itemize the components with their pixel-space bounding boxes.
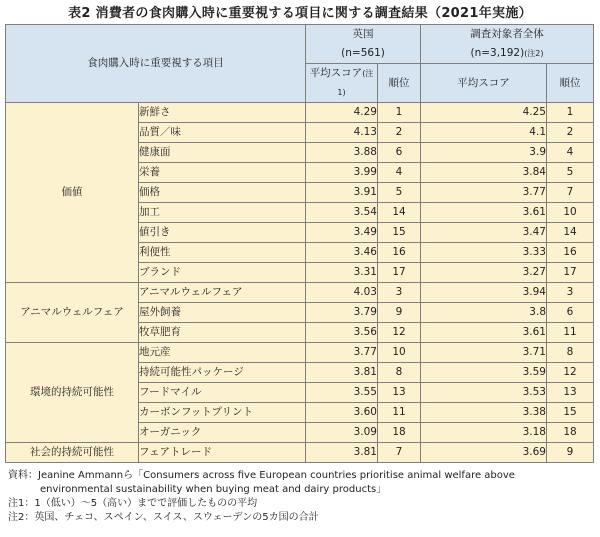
uk-rank-header: 順位 (378, 64, 421, 103)
uk-score-cell: 3.09 (306, 423, 378, 443)
uk-rank-cell: 6 (378, 143, 421, 163)
uk-rank-cell: 10 (378, 343, 421, 363)
uk-score-cell: 3.60 (306, 403, 378, 423)
all-rank-cell: 2 (547, 123, 594, 143)
uk-score-cell: 3.81 (306, 363, 378, 383)
all-rank-cell: 1 (547, 103, 594, 123)
all-score-cell: 3.33 (421, 243, 547, 263)
item-cell: アニマルウェルフェア (139, 283, 306, 303)
all-rank-cell: 4 (547, 143, 594, 163)
item-cell: ブランド (139, 263, 306, 283)
uk-score-cell: 3.31 (306, 263, 378, 283)
all-rank-cell: 11 (547, 323, 594, 343)
item-cell: 利便性 (139, 243, 306, 263)
uk-rank-cell: 11 (378, 403, 421, 423)
table-row (6, 343, 594, 363)
all-column-header (421, 25, 594, 64)
all-rank-cell: 18 (547, 423, 594, 443)
uk-rank-cell: 5 (378, 183, 421, 203)
notes (8, 469, 598, 525)
all-rank-cell: 8 (547, 343, 594, 363)
item-cell: フェアトレード (139, 443, 306, 463)
note-2: 注2：英国、チェコ、スペイン、スイス、スウェーデンの5カ国の合計 (8, 512, 319, 523)
item-cell: 屋外飼養 (139, 303, 306, 323)
all-score-cell: 3.61 (421, 323, 547, 343)
all-rank-cell: 9 (547, 443, 594, 463)
item-cell: 地元産 (139, 343, 306, 363)
uk-rank-cell: 9 (378, 303, 421, 323)
item-cell: 栄養 (139, 163, 306, 183)
item-cell: 新鮮さ (139, 103, 306, 123)
item-cell: 値引き (139, 223, 306, 243)
all-score-cell: 3.69 (421, 443, 547, 463)
all-score-cell: 3.77 (421, 183, 547, 203)
uk-rank-cell: 7 (378, 443, 421, 463)
uk-title: 英国 (352, 28, 374, 40)
all-score-cell: 3.84 (421, 163, 547, 183)
item-cell: 牧草肥育 (139, 323, 306, 343)
uk-score-cell: 4.29 (306, 103, 378, 123)
uk-score-cell: 3.81 (306, 443, 378, 463)
uk-rank-cell: 8 (378, 363, 421, 383)
all-rank-cell: 17 (547, 263, 594, 283)
all-rank-cell: 6 (547, 303, 594, 323)
all-score-cell: 3.47 (421, 223, 547, 243)
item-cell: 持続可能性パッケージ (139, 363, 306, 383)
all-score-cell: 3.18 (421, 423, 547, 443)
item-cell: フードマイル (139, 383, 306, 403)
all-score-cell: 3.27 (421, 263, 547, 283)
category-cell: アニマルウェルフェア (6, 283, 139, 343)
all-rank-cell: 12 (547, 363, 594, 383)
note-1: 注1：1（低い）～5（高い）までで評価したものの平均 (8, 498, 258, 509)
uk-avg-score-header: 平均スコア(注1) (306, 64, 378, 103)
all-score-cell: 3.59 (421, 363, 547, 383)
item-cell: カーボンフットプリント (139, 403, 306, 423)
uk-score-cell: 3.55 (306, 383, 378, 403)
all-rank-cell: 15 (547, 403, 594, 423)
all-score-cell: 3.9 (421, 143, 547, 163)
uk-rank-cell: 17 (378, 263, 421, 283)
uk-rank-cell: 15 (378, 223, 421, 243)
all-sample-size: (n=3,192)(注2) (470, 47, 544, 59)
header-row-top (6, 25, 594, 64)
category-cell: 価値 (6, 103, 139, 283)
uk-score-cell: 3.49 (306, 223, 378, 243)
uk-rank-cell: 14 (378, 203, 421, 223)
all-score-cell: 4.25 (421, 103, 547, 123)
uk-score-cell: 3.79 (306, 303, 378, 323)
category-cell: 環境的持続可能性 (6, 343, 139, 443)
uk-rank-cell: 1 (378, 103, 421, 123)
all-rank-cell: 13 (547, 383, 594, 403)
item-cell: 価格 (139, 183, 306, 203)
all-rank-cell: 7 (547, 183, 594, 203)
uk-score-cell: 3.88 (306, 143, 378, 163)
uk-rank-cell: 4 (378, 163, 421, 183)
uk-rank-cell: 16 (378, 243, 421, 263)
source-note-line2: environmental sustainability when buying meat and dairy products」 (40, 484, 387, 495)
uk-score-cell: 3.77 (306, 343, 378, 363)
table-row (6, 283, 594, 303)
all-score-cell: 3.53 (421, 383, 547, 403)
uk-rank-cell: 12 (378, 323, 421, 343)
item-cell: 品質／味 (139, 123, 306, 143)
all-rank-cell: 5 (547, 163, 594, 183)
all-rank-cell: 10 (547, 203, 594, 223)
all-rank-header: 順位 (547, 64, 594, 103)
all-score-cell: 3.61 (421, 203, 547, 223)
uk-score-cell: 3.56 (306, 323, 378, 343)
table-row (6, 443, 594, 463)
table-title: 表2 消費者の食肉購入時に重要視する項目に関する調査結果（2021年実施） (68, 6, 532, 21)
all-avg-score-header: 平均スコア (421, 64, 547, 103)
source-note-line1: 資料：Jeanine Ammannら「Consumers across five European countries prioritise animal welfare above (8, 470, 515, 481)
uk-rank-cell: 18 (378, 423, 421, 443)
table-row (6, 103, 594, 123)
uk-score-cell: 3.99 (306, 163, 378, 183)
all-score-cell: 3.38 (421, 403, 547, 423)
uk-rank-cell: 13 (378, 383, 421, 403)
all-rank-cell: 3 (547, 283, 594, 303)
uk-rank-cell: 2 (378, 123, 421, 143)
all-score-cell: 3.71 (421, 343, 547, 363)
uk-score-cell: 3.46 (306, 243, 378, 263)
uk-score-cell: 3.91 (306, 183, 378, 203)
uk-rank-cell: 3 (378, 283, 421, 303)
survey-table (5, 24, 594, 463)
table-body (6, 103, 594, 463)
uk-sample-size: (n=561) (341, 47, 385, 59)
uk-column-header (306, 25, 421, 64)
all-score-cell: 4.1 (421, 123, 547, 143)
all-rank-cell: 16 (547, 243, 594, 263)
all-score-cell: 3.8 (421, 303, 547, 323)
item-cell: 健康面 (139, 143, 306, 163)
all-rank-cell: 14 (547, 223, 594, 243)
uk-score-cell: 4.03 (306, 283, 378, 303)
uk-score-cell: 4.13 (306, 123, 378, 143)
item-column-header: 食肉購入時に重要視する項目 (6, 25, 306, 103)
item-cell: 加工 (139, 203, 306, 223)
uk-score-cell: 3.54 (306, 203, 378, 223)
item-cell: オーガニック (139, 423, 306, 443)
all-title: 調査対象者全体 (470, 28, 544, 40)
all-score-cell: 3.94 (421, 283, 547, 303)
category-cell: 社会的持続可能性 (6, 443, 139, 463)
